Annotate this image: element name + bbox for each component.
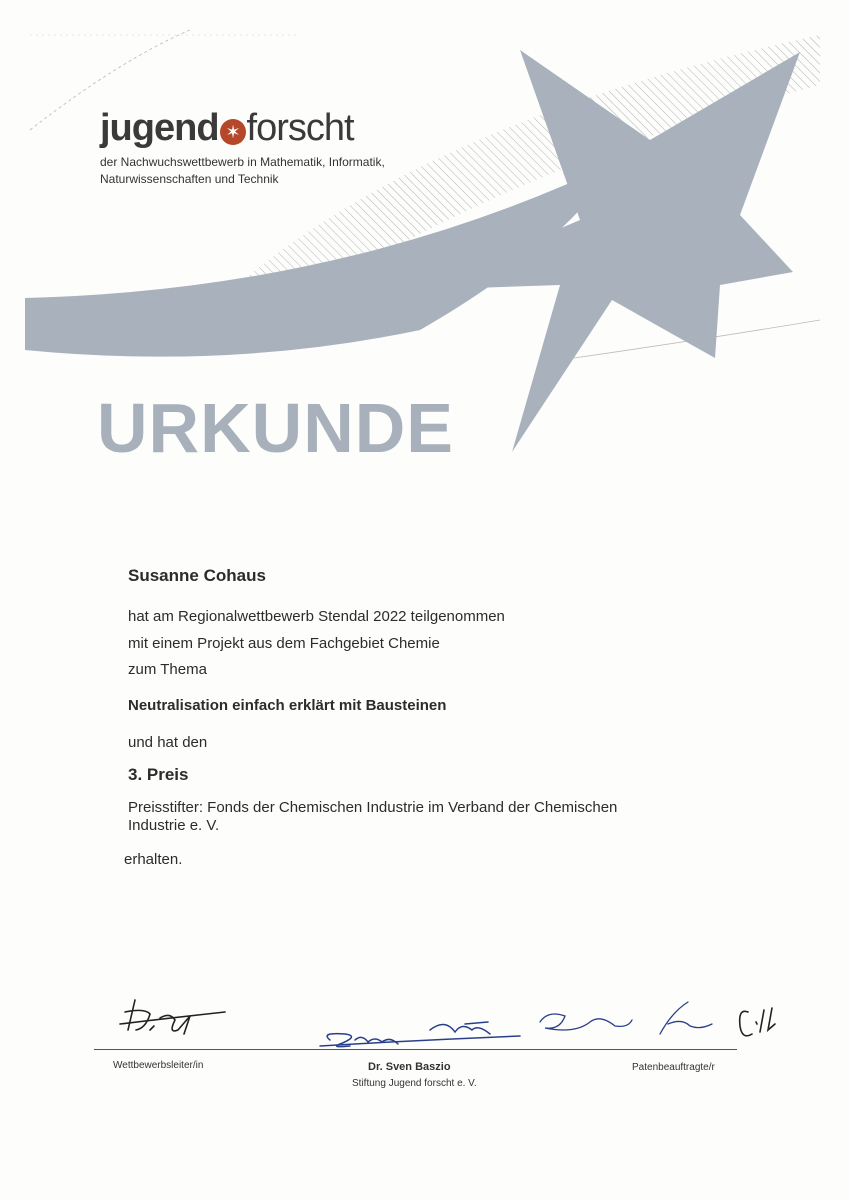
jugend-forscht-logo <box>100 108 385 188</box>
project-topic: Neutralisation einfach erklärt mit Bausteinen <box>128 697 447 714</box>
sponsor-line-1: Preisstifter: Fonds der Chemischen Industrie im Verband der Chemischen <box>128 799 618 816</box>
signature-line <box>94 1049 737 1050</box>
star-icon: ✶ <box>220 119 246 145</box>
signature-center-name: Dr. Sven Baszio <box>368 1061 451 1073</box>
signature-right-label: Patenbeauftragte/r <box>632 1062 715 1073</box>
prize-title: 3. Preis <box>128 765 189 784</box>
signature-center-org: Stiftung Jugend forscht e. V. <box>352 1078 477 1089</box>
subject-line: mit einem Projekt aus dem Fachgebiet Chemie <box>128 635 440 652</box>
logo-word-jugend: jugend <box>100 107 219 149</box>
topic-intro-line: zum Thema <box>128 661 207 678</box>
logo-tagline-line1: der Nachwuchswettbewerb in Mathematik, Informatik, <box>100 155 385 169</box>
logo-word-forscht: forscht <box>246 107 354 149</box>
signature-left-label: Wettbewerbsleiter/in <box>113 1060 204 1071</box>
logo-wordmark <box>100 108 385 148</box>
recipient-name: Susanne Cohaus <box>128 566 266 585</box>
logo-tagline-line2: Naturwissenschaften und Technik <box>100 172 279 186</box>
sponsor-line-2: Industrie e. V. <box>128 817 220 834</box>
certificate-title: URKUNDE <box>97 389 454 467</box>
logo-tagline <box>100 154 385 188</box>
award-intro-line: und hat den <box>128 734 208 751</box>
participation-line: hat am Regionalwettbewerb Stendal 2022 teilgenommen <box>128 608 505 625</box>
closing-line: erhalten. <box>124 851 183 868</box>
